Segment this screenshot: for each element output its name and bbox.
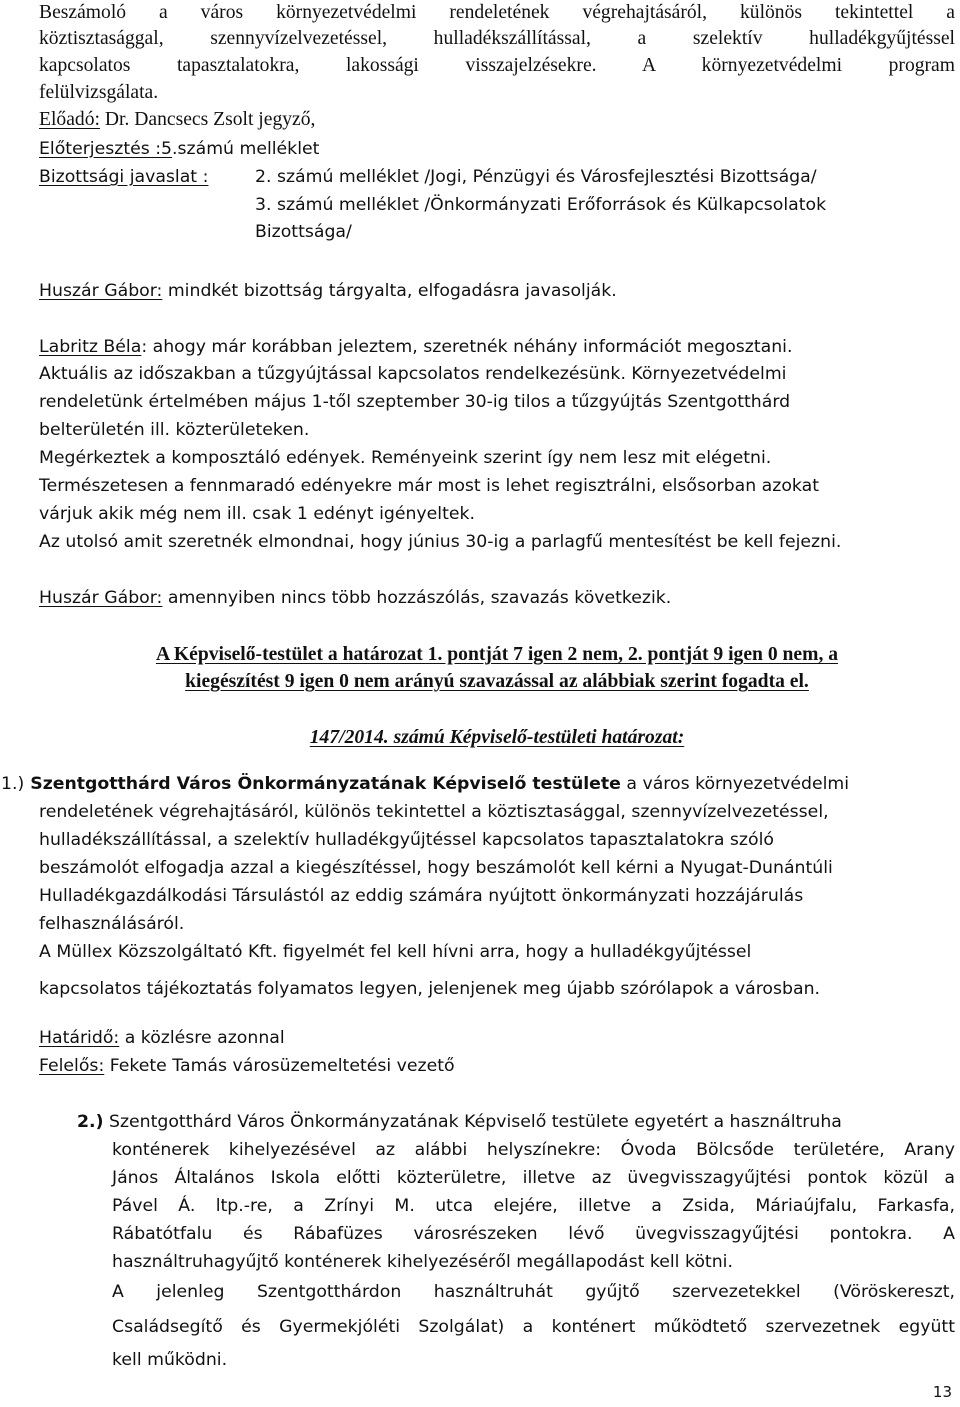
speech-line xyxy=(39,334,792,360)
deadline-label: Határidő: xyxy=(39,1028,120,1048)
council-name: Szentgotthárd Város Önkormányzatának Képviselő testülete xyxy=(24,774,621,794)
vote-result: kiegészítést 9 igen 0 nem arányú szavazással az alábbiak szerint fogadta el. xyxy=(185,671,809,692)
speech-paragraph xyxy=(39,585,671,611)
responsible-value: Fekete Tamás városüzemeltetési vezető xyxy=(104,1056,455,1076)
point-line: beszámolót elfogadja azzal a kiegészítéssel, hogy beszámolót kell kérni a Nyugat-Dunántúli xyxy=(39,858,833,878)
point-line: kapcsolatos tájékoztatás folyamatos legyen, jelenjenek meg újabb szórólapok a városban. xyxy=(39,979,821,999)
speech-line: Aktuális az időszakban a tűzgyújtással kapcsolatos rendelkezésünk. Környezetvédelmi xyxy=(39,364,787,384)
submission-label: Előterjesztés :5 xyxy=(39,139,173,159)
intro-line: felülvizsgálata. xyxy=(39,82,159,103)
speaker-name: Labritz Béla xyxy=(39,337,142,357)
deadline-value: a közlésre azonnal xyxy=(119,1028,285,1048)
submission-value: .számú melléklet xyxy=(172,139,320,159)
speech-text: amennyiben nincs több hozzászólás, szavazás következik. xyxy=(162,588,672,608)
speech-text: mindkét bizottság tárgyalta, elfogadásra javasolják. xyxy=(162,281,617,301)
point-line: kell működni. xyxy=(112,1350,228,1370)
point-line: A jelenleg Szentgotthárdon használtruhát gyűjtő szervezetekkel (Vöröskereszt, xyxy=(112,1282,955,1302)
point-line: Családsegítő és Gyermekjóléti Szolgálat) a konténert működtető szervezetnek együtt xyxy=(112,1317,955,1337)
point-line: János Általános Iskola előtti közterületre, illetve az üvegvisszagyűjtési pontok közül a xyxy=(112,1168,955,1188)
point-text: a város környezetvédelmi xyxy=(620,774,850,794)
point-line: használtruhagyűjtő konténerek kihelyezéséről megállapodást kell kötni. xyxy=(112,1252,733,1272)
intro-line: kapcsolatos tapasztalatokra, lakossági visszajelzésekre. A környezetvédelmi program xyxy=(39,55,955,76)
speech-line: Megérkeztek a komposztáló edények. Reményeink szerint így nem lesz mit elégetni. xyxy=(39,448,772,468)
speech-text: : ahogy már korábban jeleztem, szeretnék néhány információt megosztani. xyxy=(141,337,793,357)
intro-line: köztisztasággal, szennyvízelvezetéssel, hulladékszállítással, a szelektív hulladékgyűjtéssel xyxy=(39,28,955,49)
resolution-point-1 xyxy=(1,771,849,797)
point-line: felhasználásáról. xyxy=(39,914,185,934)
committee-line: Bizottsága/ xyxy=(255,222,352,242)
presenter-label: Előadó: xyxy=(39,109,100,130)
responsible-label: Felelős: xyxy=(39,1056,105,1076)
submission-line xyxy=(39,136,319,162)
point-number: 1.) xyxy=(1,774,25,794)
speech-line: Természetesen a fennmaradó edényekre már most is lehet regisztrálni, elsősorban azokat xyxy=(39,476,819,496)
point-line: Pável Á. ltp.-re, a Zrínyi M. utca elejére, illetve a Zsida, Máriaújfalu, Farkasfa, xyxy=(112,1196,955,1216)
speech-line: Az utolsó amit szeretnék elmondnai, hogy június 30-ig a parlagfű mentesítést be kell fejezni. xyxy=(39,532,842,552)
deadline-line xyxy=(39,1025,285,1051)
point-line: rendeletének végrehajtásáról, különös tekintettel a köztisztasággal, szennyvízelvezetéssel, xyxy=(39,802,829,822)
committee-line: 2. számú melléklet /Jogi, Pénzügyi és Városfejlesztési Bizottsága/ xyxy=(255,167,817,187)
resolution-title: 147/2014. számú Képviselő-testületi határozat: xyxy=(309,727,685,748)
point-line: konténerek kihelyezésével az alábbi helyszínekre: Óvoda Bölcsőde területére, Arany xyxy=(112,1140,955,1160)
intro-line: Beszámoló a város környezetvédelmi rendeletének végrehajtásáról, különös tekintettel a xyxy=(39,2,955,23)
speaker-name: Huszár Gábor: xyxy=(39,588,163,608)
point-number: 2.) xyxy=(77,1112,104,1132)
presenter-value: Dr. Dancsecs Zsolt jegyző, xyxy=(99,109,316,130)
resolution-point-2 xyxy=(77,1109,842,1135)
point-line: hulladékszállítással, a szelektív hulladékgyűjtéssel kapcsolatos tapasztalatokra szóló xyxy=(39,830,774,850)
point-text: Szentgotthárd Város Önkormányzatának Képviselő testülete egyetért a használtruha xyxy=(103,1112,842,1132)
point-line: Rábatótfalu és Rábafüzes városrészeken lévő üvegvisszagyűjtési pontokra. A xyxy=(112,1224,955,1244)
speech-line: belterületén ill. közterületeken. xyxy=(39,420,310,440)
responsible-line xyxy=(39,1053,455,1079)
speaker-name: Huszár Gábor: xyxy=(39,281,163,301)
page-number: 13 xyxy=(932,1383,952,1401)
speech-line: várjuk akik még nem ill. csak 1 edényt igényeltek. xyxy=(39,504,475,524)
speech-line: rendeletünk értelmében május 1-től szeptember 30-ig tilos a tűzgyújtás Szentgotthárd xyxy=(39,392,791,412)
speech-paragraph xyxy=(39,278,617,304)
point-line: A Müllex Közszolgáltató Kft. figyelmét fel kell hívni arra, hogy a hulladékgyűjtéssel xyxy=(39,942,752,962)
point-line: Hulladékgazdálkodási Társulástól az eddig számára nyújtott önkormányzati hozzájárulás xyxy=(39,886,804,906)
committee-line: 3. számú melléklet /Önkormányzati Erőforrások és Külkapcsolatok xyxy=(255,195,827,215)
vote-result: A Képviselő-testület a határozat 1. pontját 7 igen 2 nem, 2. pontját 9 igen 0 nem, a xyxy=(155,644,839,665)
committee-label: Bizottsági javaslat : xyxy=(39,167,209,187)
presenter-line xyxy=(39,107,315,133)
